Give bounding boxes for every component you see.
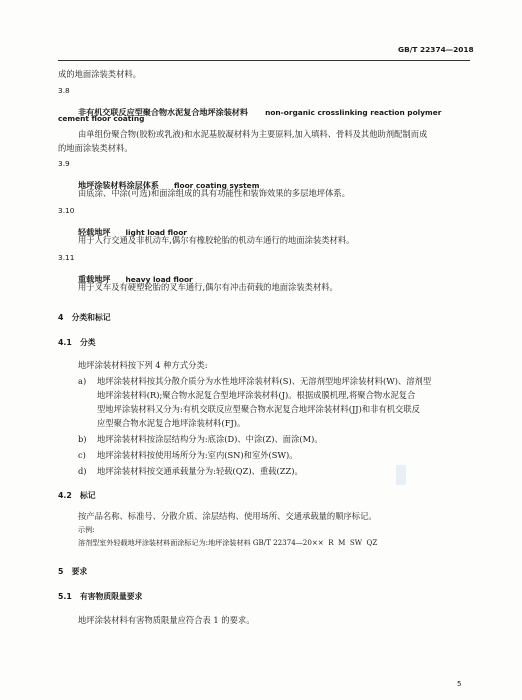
- list-d-line1: 地坪涂装材料按交通承载量分为:轻载(QZ)、重载(ZZ)。: [97, 466, 303, 476]
- term-3-8-zh: 非有机交联反应型聚合物水泥复合地坪涂装材料: [78, 107, 248, 117]
- para-4-2: 按产品名称、标准号、分散介质、涂层结构、使用场所、交通承载量的顺序标记。: [78, 511, 377, 521]
- clause-number-3-9: 3.9: [58, 159, 70, 168]
- scan-artifact: [396, 465, 406, 485]
- list-a-line2: 地坪涂装材料(R);聚合物水泥复合型地坪涂装材料(J)。根据成膜机理,将聚合物水泥复合: [97, 390, 416, 400]
- section-4-heading: 4 分类和标记: [58, 313, 111, 322]
- term-3-8-en-cont: cement floor coating: [58, 114, 145, 123]
- list-label-a: a): [78, 376, 87, 386]
- term-3-9-en: floor coating system: [174, 181, 260, 190]
- example-text: 溶剂型室外轻载地坪涂装材料面涂标记为:地坪涂装材料 GB/T 22374—20×× R M SW QZ: [78, 538, 378, 547]
- clause-number-3-10: 3.10: [58, 206, 75, 215]
- list-a-line4: 应型聚合物水泥复合地坪涂装材料(FJ)。: [97, 418, 246, 428]
- section-5-1-heading: 5.1 有害物质限量要求: [58, 592, 143, 601]
- header-rule: [58, 60, 470, 61]
- list-b-line1: 地坪涂装材料按涂层结构分为:底涂(D)、中涂(Z)、面涂(M)。: [97, 434, 323, 444]
- page-number: 5: [457, 680, 462, 688]
- term-3-11-zh: 重载地坪: [78, 274, 111, 284]
- clause-number-3-11: 3.11: [58, 253, 75, 262]
- term-3-8-en: non-organic crosslinking reaction polymer: [265, 108, 442, 117]
- list-a-line1: 地坪涂装材料按其分散介质分为水性地坪涂装材料(S)、无溶剂型地坪涂装材料(W)、溶剂型: [97, 376, 432, 386]
- term-3-10-en: light load floor: [125, 228, 187, 237]
- standard-number: GB/T 22374—2018: [398, 45, 474, 54]
- term-3-11-en: heavy load floor: [125, 275, 193, 284]
- list-label-b: b): [78, 434, 87, 444]
- list-label-d: d): [78, 466, 87, 476]
- definition-3-9: 由底涂、中涂(可选)和面涂组成的具有功能性和装饰效果的多层地坪体系。: [78, 188, 350, 198]
- list-label-c: c): [78, 450, 86, 460]
- example-label: 示例:: [78, 525, 95, 534]
- continued-text: 成的地面涂装类材料。: [58, 69, 141, 79]
- definition-3-11: 用于叉车及有硬塑轮胎的叉车通行,偶尔有冲击荷载的地面涂装类材料。: [78, 282, 338, 292]
- term-3-10-zh: 轻载地坪: [78, 227, 111, 237]
- para-5-1: 地坪涂装材料有害物质限量应符合表 1 的要求。: [78, 615, 255, 625]
- section-5-heading: 5 要求: [58, 567, 88, 576]
- definition-3-8-line1: 由单组份聚合物(胶粉或乳液)和水泥基胶凝材料为主要原料,加入填料、骨料及其他助剂配制而成: [78, 129, 428, 139]
- para-4-1-intro: 地坪涂装材料按下列 4 种方式分类:: [78, 360, 208, 370]
- definition-3-8-line2: 的地面涂装类材料。: [58, 143, 133, 153]
- section-4-2-heading: 4.2 标记: [58, 491, 96, 500]
- definition-3-10: 用于人行交通及非机动车,偶尔有橡胶轮胎的机动车通行的地面涂装类材料。: [78, 235, 355, 245]
- clause-number-3-8: 3.8: [58, 86, 70, 95]
- list-c-line1: 地坪涂装材料按使用场所分为:室内(SN)和室外(SW)。: [97, 450, 298, 460]
- term-3-9-zh: 地坪涂装材料涂层体系: [78, 180, 159, 190]
- list-a-line3: 型地坪涂装材料又分为:有机交联反应型聚合物水泥复合地坪涂装材料(JJ)和非有机交联反: [97, 404, 420, 414]
- section-4-1-heading: 4.1 分类: [58, 338, 96, 347]
